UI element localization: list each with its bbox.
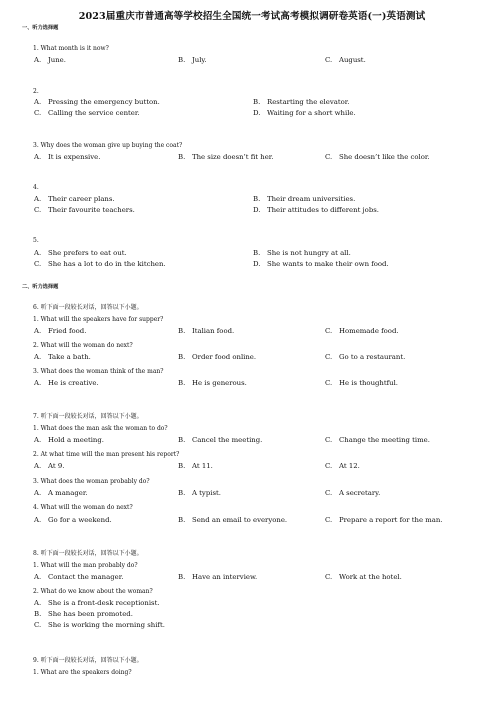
- option-b[interactable]: B. At 11.: [178, 462, 213, 470]
- option-d[interactable]: D. Their attitudes to different jobs.: [253, 206, 379, 214]
- option-a[interactable]: A. June.: [34, 56, 66, 64]
- option-c[interactable]: C. August.: [325, 56, 366, 64]
- question-prompt: 4. What will the woman do next?: [33, 504, 133, 511]
- option-c[interactable]: C. Their favourite teachers.: [34, 206, 135, 214]
- options-row: [34, 327, 494, 338]
- options-row: [34, 206, 494, 217]
- option-b[interactable]: B. Have an interview.: [178, 573, 258, 581]
- options-row: [34, 599, 494, 610]
- option-c[interactable]: C. He is thoughtful.: [325, 379, 399, 387]
- page-title: 2023届重庆市普通高等学校招生全国统一考试高考模拟调研卷英语(一)英语测试: [78, 11, 426, 22]
- question-prompt: 1. What will the man probably do?: [33, 562, 138, 569]
- question-prompt: 1. What will the speakers have for supper?: [33, 316, 164, 323]
- group-intro: 9. 听下面一段较长对话，回答以下小题。: [33, 657, 143, 664]
- group-intro: 8. 听下面一段较长对话，回答以下小题。: [33, 550, 143, 557]
- section-heading: 一、听力选择题: [22, 25, 59, 31]
- option-c[interactable]: C. Calling the service center.: [34, 109, 140, 117]
- option-b[interactable]: B. He is generous.: [178, 379, 247, 387]
- options-row: [34, 516, 494, 527]
- option-a[interactable]: A. At 9.: [34, 462, 65, 470]
- options-row: [34, 153, 494, 164]
- options-row: [34, 249, 494, 260]
- option-a[interactable]: A. Go for a weekend.: [34, 516, 112, 524]
- option-b[interactable]: B. Italian food.: [178, 327, 235, 335]
- option-c[interactable]: C. A secretary.: [325, 489, 381, 497]
- options-row: [34, 462, 494, 473]
- options-row: [34, 56, 494, 67]
- option-b[interactable]: B. Their dream universities.: [253, 195, 356, 203]
- option-a[interactable]: A. Hold a meeting.: [34, 436, 104, 444]
- option-d[interactable]: D. She wants to make their own food.: [253, 260, 389, 268]
- option-a[interactable]: A. She is a front-desk receptionist.: [34, 599, 160, 607]
- option-a[interactable]: A. It is expensive.: [34, 153, 101, 161]
- option-a[interactable]: A. He is creative.: [34, 379, 99, 387]
- option-a[interactable]: A. A manager.: [34, 489, 88, 497]
- options-row: [34, 379, 494, 390]
- question-prompt: 1. What month is it now?: [33, 45, 109, 52]
- section-heading: 二、听力选择题: [22, 284, 59, 290]
- option-c[interactable]: C. Prepare a report for the man.: [325, 516, 443, 524]
- option-b[interactable]: B. Cancel the meeting.: [178, 436, 263, 444]
- question-prompt: 1. What does the man ask the woman to do?: [33, 425, 168, 432]
- question-prompt: 5.: [33, 237, 39, 244]
- question-prompt: 2. What will the woman do next?: [33, 342, 133, 349]
- option-c[interactable]: C. Homemade food.: [325, 327, 399, 335]
- question-prompt: 4.: [33, 184, 39, 191]
- group-intro: 6. 听下面一段较长对话，回答以下小题。: [33, 304, 143, 311]
- option-a[interactable]: A. Take a bath.: [34, 353, 91, 361]
- options-row: [34, 610, 494, 621]
- question-prompt: 3. Why does the woman give up buying the coat?: [33, 142, 183, 149]
- options-row: [34, 260, 494, 271]
- option-c[interactable]: C. Work at the hotel.: [325, 573, 402, 581]
- option-b[interactable]: B. A typist.: [178, 489, 221, 497]
- option-b[interactable]: B. The size doesn’t fit her.: [178, 153, 274, 161]
- options-row: [34, 353, 494, 364]
- question-prompt: 3. What does the woman probably do?: [33, 478, 150, 485]
- option-a[interactable]: A. Pressing the emergency button.: [34, 98, 160, 106]
- option-b[interactable]: B. Order food online.: [178, 353, 257, 361]
- option-b[interactable]: B. Restarting the elevator.: [253, 98, 350, 106]
- option-c[interactable]: C. Change the meeting time.: [325, 436, 430, 444]
- options-row: [34, 436, 494, 447]
- option-a[interactable]: A. Contact the manager.: [34, 573, 124, 581]
- option-b[interactable]: B. She has been promoted.: [34, 610, 133, 618]
- question-prompt: 2.: [33, 88, 39, 95]
- option-d[interactable]: D. Waiting for a short while.: [253, 109, 356, 117]
- question-prompt: 2. What do we know about the woman?: [33, 588, 153, 595]
- options-row: [34, 109, 494, 120]
- options-row: [34, 195, 494, 206]
- group-intro: 7. 听下面一段较长对话，回答以下小题。: [33, 413, 143, 420]
- question-prompt: 1. What are the speakers doing?: [33, 669, 132, 676]
- options-row: [34, 621, 494, 632]
- option-b[interactable]: B. July.: [178, 56, 207, 64]
- option-a[interactable]: A. She prefers to eat out.: [34, 249, 127, 257]
- option-a[interactable]: A. Fried food.: [34, 327, 87, 335]
- question-prompt: 2. At what time will the man present his report?: [33, 451, 180, 458]
- option-c[interactable]: C. She is working the morning shift.: [34, 621, 165, 629]
- question-prompt: 3. What does the woman think of the man?: [33, 368, 164, 375]
- options-row: [34, 489, 494, 500]
- option-b[interactable]: B. Send an email to everyone.: [178, 516, 288, 524]
- option-c[interactable]: C. She doesn’t like the color.: [325, 153, 430, 161]
- option-c[interactable]: C. She has a lot to do in the kitchen.: [34, 260, 166, 268]
- option-b[interactable]: B. She is not hungry at all.: [253, 249, 351, 257]
- options-row: [34, 573, 494, 584]
- option-c[interactable]: C. At 12.: [325, 462, 360, 470]
- options-row: [34, 98, 494, 109]
- option-a[interactable]: A. Their career plans.: [34, 195, 115, 203]
- option-c[interactable]: C. Go to a restaurant.: [325, 353, 406, 361]
